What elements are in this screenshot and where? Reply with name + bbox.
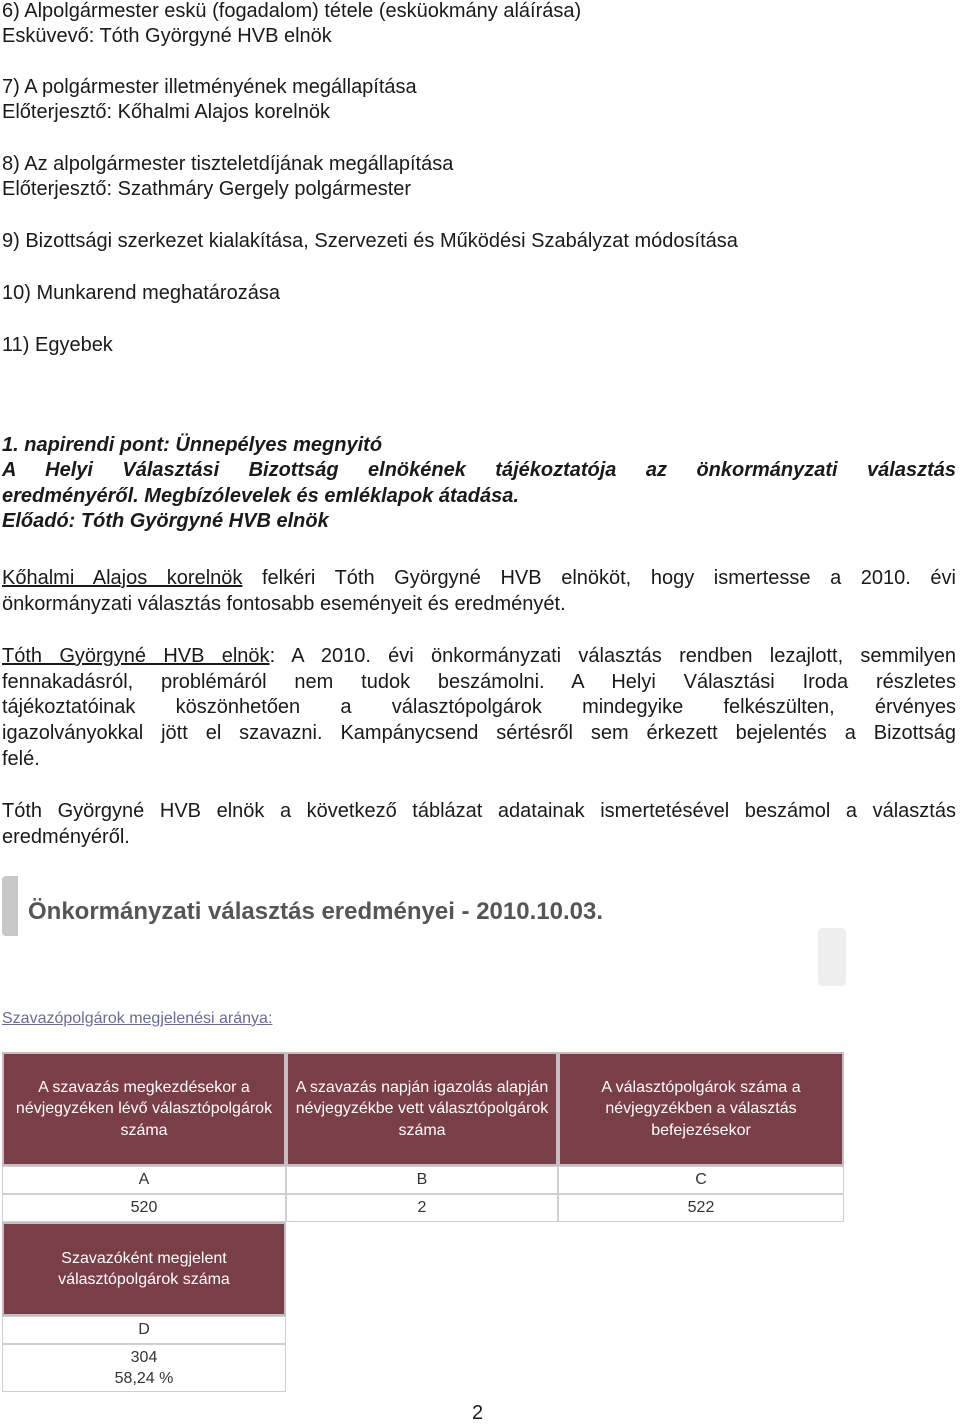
- para2-line5: felé.: [2, 748, 40, 770]
- value-col-a: 520: [2, 1194, 286, 1222]
- para2-line1-text: : A 2010. évi önkormányzati választás rendben lezajlott, semmilyen: [269, 645, 957, 667]
- header-col-d: Szavazóként megjelent választópolgárok száma: [2, 1222, 286, 1316]
- turnout-caption: Szavazópolgárok megjelenési aránya:: [2, 1010, 273, 1027]
- value-col-b: 2: [286, 1194, 558, 1222]
- point1-presenter: Előadó: Tóth Györgyné HVB elnök: [2, 510, 329, 532]
- header-col-c: A választópolgárok száma a névjegyzékben a választás befejezésekor: [558, 1052, 844, 1166]
- page-number: 2: [472, 1402, 484, 1424]
- agenda-item-9-title: 9) Bizottsági szerkezet kialakítása, Szervezeti és Működési Szabályzat módosítása: [2, 230, 738, 252]
- para1-line2: önkormányzati választás fontosabb eseményeit és eredményét.: [2, 593, 566, 615]
- results-title: Önkormányzati választás eredményei - 2010.10.03.: [28, 898, 603, 925]
- para2-line2: fennakadásról, problémáról nem tudok beszámolni. A Helyi Választási Iroda részletes: [2, 671, 956, 693]
- letter-col-a: A: [2, 1166, 286, 1194]
- para1-line1: [2, 566, 956, 592]
- point1-subject-line1: A Helyi Választási Bizottság elnökének tájékoztatója az önkormányzati választás: [2, 459, 956, 481]
- header-col-a: A szavazás megkezdésekor a névjegyzéken lévő választópolgárok száma: [2, 1052, 286, 1166]
- value-col-d-percent: 58,24 %: [114, 1370, 174, 1387]
- para2-line4: igazolványokkal jött el szavazni. Kampánycsend sértésről sem érkezett bejelentés a Bizottság: [2, 722, 956, 744]
- letter-col-b: B: [286, 1166, 558, 1194]
- header-col-b: A szavazás napján igazolás alapján névjegyzékbe vett választópolgárok száma: [286, 1052, 558, 1166]
- para2-line1: [2, 644, 956, 670]
- point1-subject-line2: eredményéről. Megbízólevelek és emléklapok átadása.: [2, 485, 519, 507]
- para1-line1-text: felkéri Tóth Györgyné HVB elnököt, hogy ismertesse a 2010. évi: [242, 567, 956, 589]
- value-col-c: 522: [558, 1194, 844, 1222]
- value-col-d-count: 304: [130, 1348, 158, 1366]
- para2-speaker: Tóth Györgyné HVB elnök: [2, 645, 270, 667]
- value-col-d: [2, 1344, 286, 1392]
- title-accent-bar: [2, 876, 18, 936]
- para3-line1: Tóth Györgyné HVB elnök a következő táblázat adatainak ismertetésével beszámol a választás: [2, 800, 956, 822]
- agenda-item-8-title: 8) Az alpolgármester tiszteletdíjának megállapítása: [2, 153, 454, 175]
- agenda-item-7-title: 7) A polgármester illetményének megállapítása: [2, 76, 417, 98]
- para3-line2: eredményéről.: [2, 826, 130, 848]
- point1-heading: 1. napirendi pont: Ünnepélyes megnyitó: [2, 434, 383, 456]
- letter-col-d: D: [2, 1316, 286, 1344]
- letter-col-c: C: [558, 1166, 844, 1194]
- agenda-item-6-title: 6) Alpolgármester eskü (fogadalom) tétele (esküokmány aláírása): [2, 0, 582, 22]
- agenda-item-8-presenter: Előterjesztő: Szathmáry Gergely polgármester: [2, 178, 412, 200]
- agenda-item-6-presenter: Esküvevő: Tóth Györgyné HVB elnök: [2, 25, 332, 47]
- para1-speaker: Kőhalmi Alajos korelnök: [2, 567, 243, 589]
- agenda-item-7-presenter: Előterjesztő: Kőhalmi Alajos korelnök: [2, 101, 330, 123]
- agenda-item-11-title: 11) Egyebek: [2, 334, 113, 356]
- decorative-block: [818, 928, 846, 986]
- agenda-item-10-title: 10) Munkarend meghatározása: [2, 282, 280, 304]
- para2-line3: tájékoztatóinak köszönhetően a választópolgárok mindegyike felkészülten, érvényes: [2, 696, 956, 718]
